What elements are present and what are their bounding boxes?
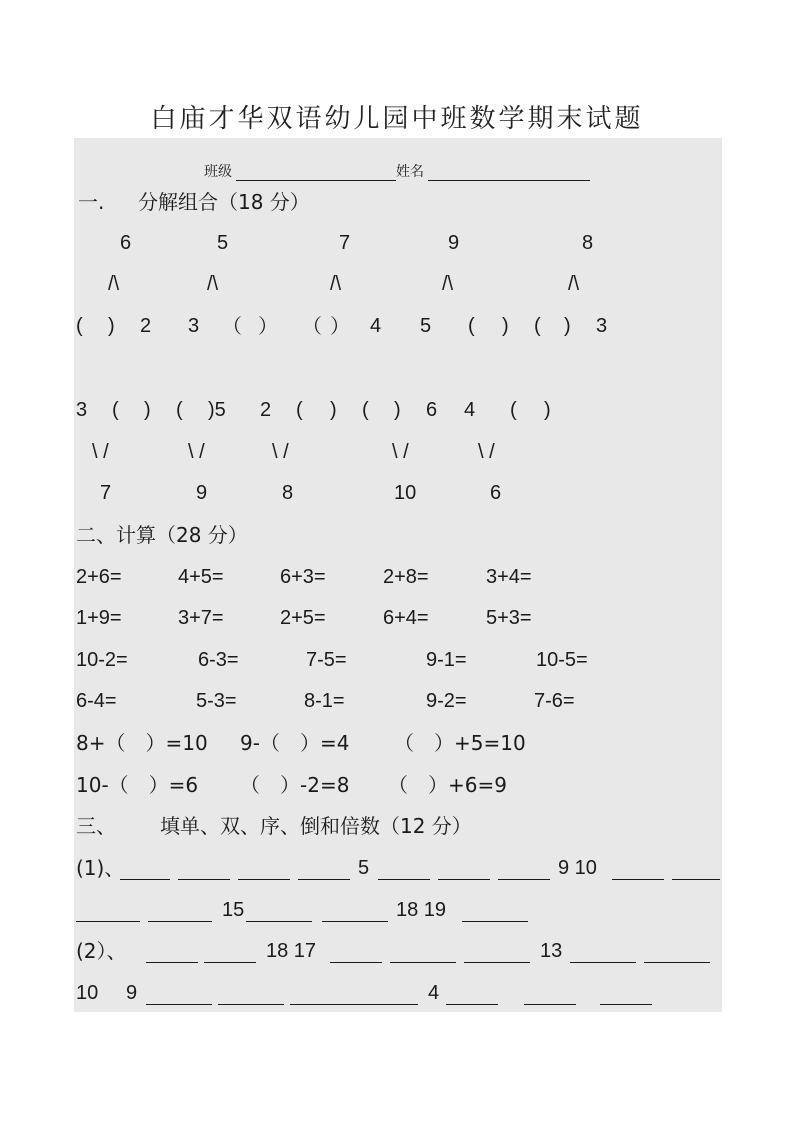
exam-sheet xyxy=(74,138,722,1012)
answer-blank[interactable] xyxy=(290,988,356,1005)
number: 2 xyxy=(140,315,152,337)
answer-blank[interactable] xyxy=(330,946,382,963)
answer-blank[interactable] xyxy=(238,863,290,880)
name-blank[interactable] xyxy=(428,164,590,181)
sequence-number: 18 17 xyxy=(266,940,317,962)
equation: 9-1= xyxy=(426,649,467,671)
answer-blank[interactable] xyxy=(378,863,430,880)
paren: ） xyxy=(330,314,350,338)
paren-number: )5 xyxy=(208,399,226,421)
paren: （ xyxy=(302,314,322,338)
paren: ( xyxy=(362,399,369,421)
s1-heading-num: 一. xyxy=(78,190,105,214)
answer-blank[interactable] xyxy=(462,905,528,922)
number: 3 xyxy=(76,399,88,421)
s1-heading: 分解组合（18 分） xyxy=(138,190,310,214)
paren: ( xyxy=(176,399,183,421)
s3-heading-num: 三、 xyxy=(76,814,116,838)
answer-blank[interactable] xyxy=(612,863,664,880)
equation: 6-3= xyxy=(198,649,239,671)
equation: 4+5= xyxy=(178,566,224,588)
number: 5 xyxy=(420,315,432,337)
answer-blank[interactable] xyxy=(438,863,490,880)
equation: 8-1= xyxy=(304,690,345,712)
answer-blank[interactable] xyxy=(390,946,456,963)
answer-blank[interactable] xyxy=(120,863,170,880)
split-branch: /\ xyxy=(442,273,454,295)
answer-blank[interactable] xyxy=(464,946,530,963)
number: 2 xyxy=(260,399,272,421)
fill-equation: （ ）-2=8 xyxy=(240,773,350,797)
class-label: 班级 xyxy=(204,164,232,180)
paren: ） xyxy=(258,314,278,338)
s3-heading: 填单、双、序、倒和倍数（12 分） xyxy=(160,814,472,838)
answer-blank[interactable] xyxy=(672,863,720,880)
paren: ) xyxy=(330,399,337,421)
paren: ( xyxy=(296,399,303,421)
answer-blank[interactable] xyxy=(298,863,350,880)
paren: ( xyxy=(76,315,83,337)
answer-blank[interactable] xyxy=(600,988,652,1005)
paren: ) xyxy=(544,399,551,421)
merge-branch: \ / xyxy=(92,441,109,463)
merge-branch: \ / xyxy=(272,441,289,463)
fill-equation: （ ）+5=10 xyxy=(394,731,526,755)
answer-blank[interactable] xyxy=(524,988,576,1005)
paren: ) xyxy=(502,315,509,337)
equation: 6-4= xyxy=(76,690,117,712)
answer-blank[interactable] xyxy=(204,946,256,963)
bottom-number: 7 xyxy=(100,482,112,504)
sequence-number: 4 xyxy=(428,982,440,1004)
equation: 2+5= xyxy=(280,607,326,629)
paren: ) xyxy=(394,399,401,421)
equation: 7-5= xyxy=(306,649,347,671)
equation: 6+4= xyxy=(383,607,429,629)
class-blank[interactable] xyxy=(236,164,396,181)
split-branch: /\ xyxy=(108,273,120,295)
paren: ( xyxy=(468,315,475,337)
top-number: 7 xyxy=(339,232,351,254)
sequence-number: 9 10 xyxy=(558,857,597,879)
answer-blank[interactable] xyxy=(644,946,710,963)
paren: ) xyxy=(564,315,571,337)
fill-equation: 10-（ ）=6 xyxy=(76,773,199,797)
paren: ) xyxy=(108,315,115,337)
number: 3 xyxy=(596,315,608,337)
number: 4 xyxy=(464,399,476,421)
number: 6 xyxy=(426,399,438,421)
answer-blank[interactable] xyxy=(148,905,212,922)
equation: 3+7= xyxy=(178,607,224,629)
page-title: 白庙才华双语幼儿园中班数学期末试题 xyxy=(150,104,644,134)
sequence-number: 15 xyxy=(222,899,245,921)
top-number: 9 xyxy=(448,232,460,254)
bottom-number: 8 xyxy=(282,482,294,504)
sequence-number: 9 xyxy=(126,982,138,1004)
equation: 10-2= xyxy=(76,649,128,671)
name-label: 姓名 xyxy=(396,164,424,180)
equation: 5-3= xyxy=(196,690,237,712)
fill-equation: 9-（ ）=4 xyxy=(240,731,350,755)
split-branch: /\ xyxy=(330,273,342,295)
equation: 3+4= xyxy=(486,566,532,588)
split-branch: /\ xyxy=(568,273,580,295)
answer-blank[interactable] xyxy=(352,988,418,1005)
top-number: 5 xyxy=(217,232,229,254)
paren: ( xyxy=(112,399,119,421)
answer-blank[interactable] xyxy=(322,905,388,922)
merge-branch: \ / xyxy=(188,441,205,463)
equation: 10-5= xyxy=(536,649,588,671)
sequence-number: 5 xyxy=(358,857,370,879)
merge-branch: \ / xyxy=(392,441,409,463)
paren: ( xyxy=(510,399,517,421)
bottom-number: 6 xyxy=(490,482,502,504)
answer-blank[interactable] xyxy=(146,946,198,963)
bottom-number: 10 xyxy=(394,482,417,504)
answer-blank[interactable] xyxy=(498,863,550,880)
paren: ( xyxy=(534,315,541,337)
part-label: (1)、 xyxy=(76,856,125,880)
bottom-number: 9 xyxy=(196,482,208,504)
equation: 1+9= xyxy=(76,607,122,629)
answer-blank[interactable] xyxy=(570,946,636,963)
fill-equation: 8+（ ）=10 xyxy=(76,731,208,755)
answer-blank[interactable] xyxy=(146,988,212,1005)
answer-blank[interactable] xyxy=(446,988,498,1005)
paren: （ xyxy=(222,314,242,338)
sequence-number: 10 xyxy=(76,982,99,1004)
paren: ) xyxy=(144,399,151,421)
sequence-number: 13 xyxy=(540,940,563,962)
equation: 9-2= xyxy=(426,690,467,712)
number: 4 xyxy=(370,315,382,337)
equation: 5+3= xyxy=(486,607,532,629)
equation: 7-6= xyxy=(534,690,575,712)
number: 3 xyxy=(188,315,200,337)
split-branch: /\ xyxy=(207,273,219,295)
s2-heading: 二、计算（28 分） xyxy=(76,523,248,547)
answer-blank[interactable] xyxy=(246,905,312,922)
fill-equation: （ ）+6=9 xyxy=(388,773,507,797)
top-number: 8 xyxy=(582,232,594,254)
equation: 6+3= xyxy=(280,566,326,588)
equation: 2+6= xyxy=(76,566,122,588)
answer-blank[interactable] xyxy=(178,863,230,880)
answer-blank[interactable] xyxy=(76,905,140,922)
answer-blank[interactable] xyxy=(218,988,284,1005)
sequence-number: 18 19 xyxy=(396,899,447,921)
equation: 2+8= xyxy=(383,566,429,588)
top-number: 6 xyxy=(120,232,132,254)
part-label: (2）、 xyxy=(76,939,127,963)
merge-branch: \ / xyxy=(478,441,495,463)
